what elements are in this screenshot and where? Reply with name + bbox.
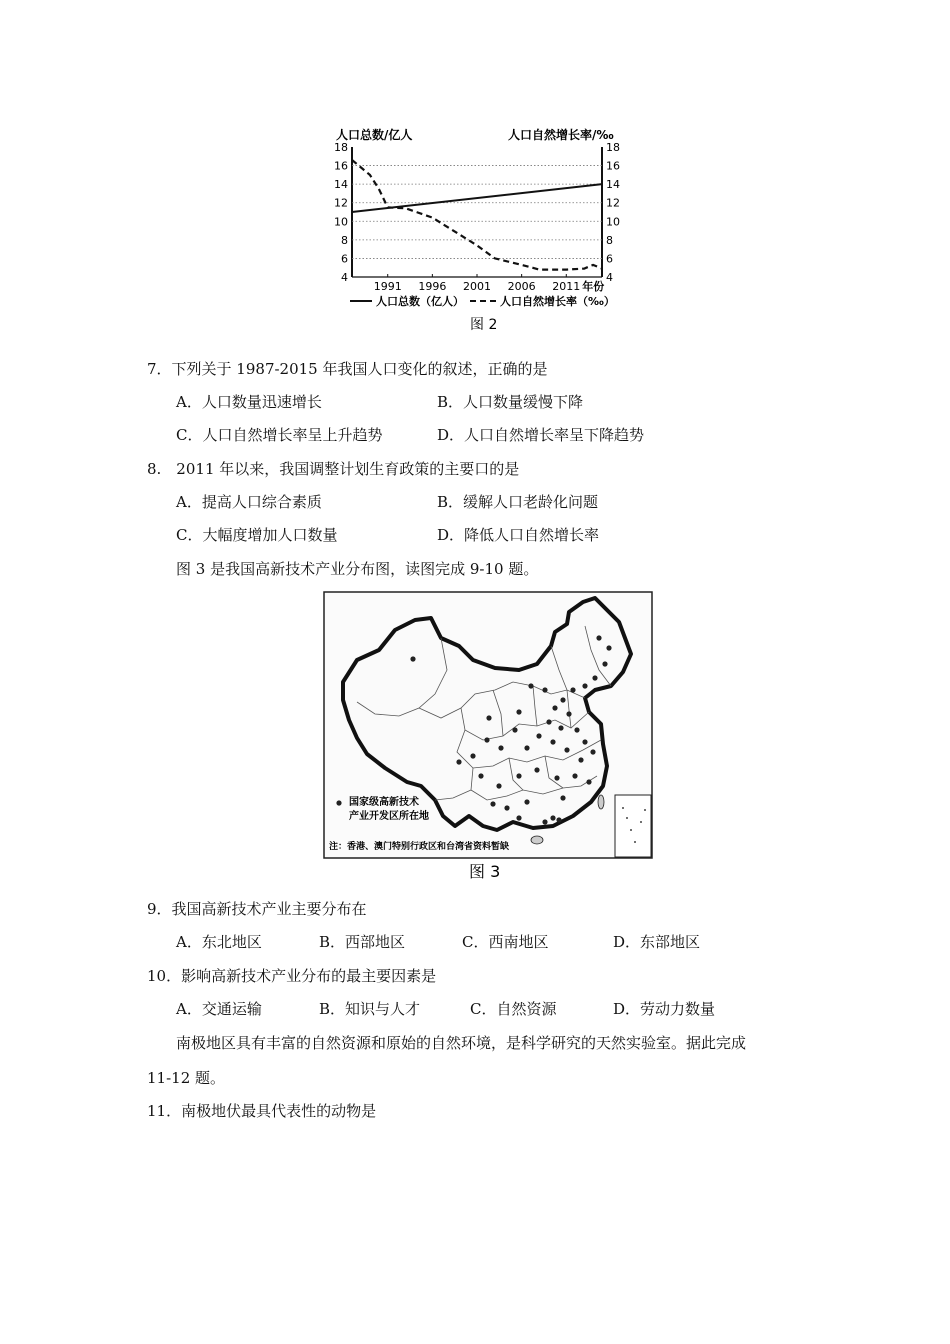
q7-option-c[interactable]: C．人口自然增长率呈上升趋势	[176, 426, 383, 444]
q10-option-c[interactable]: C．自然资源	[470, 1000, 557, 1018]
zone-dot	[536, 733, 541, 738]
zone-dot	[516, 815, 521, 820]
left-axis-label: 人口总数/亿人	[336, 128, 413, 142]
q9-option-b[interactable]: B．西部地区	[319, 933, 406, 951]
zone-dot	[486, 715, 491, 720]
zone-dot	[606, 645, 611, 650]
q7-option-d[interactable]: D．人口自然增长率呈下降趋势	[437, 426, 645, 444]
y-tick-label-right: 10	[606, 215, 620, 229]
y-tick-label-left: 12	[334, 196, 348, 210]
y-tick-label-left: 8	[341, 233, 348, 247]
zone-dot	[542, 687, 547, 692]
zone-dot	[572, 773, 577, 778]
legend-growth-rate: 人口自然增长率（‰）	[500, 295, 615, 308]
population-chart	[320, 125, 625, 335]
zone-dot	[602, 661, 607, 666]
zone-dot	[484, 737, 489, 742]
zone-dot	[558, 725, 563, 730]
zone-dot	[516, 773, 521, 778]
china-hightech-map	[323, 590, 655, 885]
y-tick-label-right: 18	[606, 141, 620, 154]
y-tick-label-left: 6	[341, 252, 348, 266]
q9-option-c[interactable]: C．西南地区	[462, 933, 549, 951]
zone-dot	[534, 767, 539, 772]
q8-option-d[interactable]: D．降低人口自然增长率	[437, 526, 600, 544]
zone-dot	[578, 757, 583, 762]
antarctic-intro-1: 南极地区具有丰富的自然资源和原始的自然环境，是科学研究的天然实验室。据此完成	[176, 1034, 747, 1052]
zone-dot	[582, 683, 587, 688]
y-tick-label-left: 4	[341, 271, 348, 284]
y-tick-label-right: 8	[606, 233, 613, 247]
legend-population: 人口总数（亿人）	[376, 295, 464, 308]
zone-dot	[516, 709, 521, 714]
zone-dot	[592, 675, 597, 680]
zone-dot	[496, 783, 501, 788]
legend-line-2: 产业开发区所在地	[349, 811, 429, 822]
zone-dot	[552, 705, 557, 710]
zone-dot	[498, 745, 503, 750]
y-tick-label-left: 14	[334, 178, 348, 192]
q7-option-b[interactable]: B．人口数量缓慢下降	[437, 393, 584, 411]
zone-dot	[524, 745, 529, 750]
zone-dot	[546, 719, 551, 724]
hainan-island	[531, 836, 543, 844]
zone-dot	[478, 773, 483, 778]
y-tick-label-right: 4	[606, 271, 613, 284]
antarctic-intro-2: 11-12 题。	[147, 1069, 226, 1087]
q10-option-a[interactable]: A．交通运输	[176, 1000, 262, 1018]
zone-dot	[524, 799, 529, 804]
fig3-intro: 图 3 是我国高新技术产业分布图，读图完成 9-10 题。	[176, 560, 539, 578]
q7-stem: 7．下列关于 1987-2015 年我国人口变化的叙述，正确的是	[147, 360, 548, 378]
x-tick-label: 1996	[418, 280, 447, 293]
zone-dot	[470, 753, 475, 758]
y-tick-label-left: 16	[334, 159, 348, 173]
q9-stem: 9．我国高新技术产业主要分布在	[147, 900, 367, 918]
zone-dot	[564, 747, 569, 752]
chart-caption: 图 2	[470, 317, 498, 333]
y-tick-label-right: 14	[606, 178, 620, 192]
y-tick-label-left: 18	[334, 141, 348, 154]
zone-dot	[490, 801, 495, 806]
zone-dot	[410, 656, 415, 661]
growth-rate-line	[352, 160, 602, 270]
x-tick-label: 2006	[507, 280, 536, 293]
x-tick-label: 2011	[552, 280, 581, 293]
zone-dot	[570, 687, 575, 692]
south-china-sea-inset	[615, 795, 651, 857]
q10-option-b[interactable]: B．知识与人才	[319, 1000, 421, 1018]
zone-dot	[550, 815, 555, 820]
zone-dot	[574, 727, 579, 732]
right-axis-label: 人口自然增长率/‰	[508, 128, 614, 142]
zone-dot	[456, 759, 461, 764]
q11-stem: 11．南极地伏最具代表性的动物是	[147, 1102, 377, 1120]
q8-option-b[interactable]: B．缓解人口老龄化问题	[437, 493, 599, 511]
y-tick-label-left: 10	[334, 215, 348, 229]
x-axis-label: 年份	[582, 280, 605, 293]
zone-dot	[554, 775, 559, 780]
q9-option-d[interactable]: D．东部地区	[613, 933, 701, 951]
legend-line-1: 国家级高新技术	[349, 797, 419, 808]
q10-option-d[interactable]: D．劳动力数量	[613, 1000, 716, 1018]
zone-dot	[504, 805, 509, 810]
y-tick-label-right: 12	[606, 196, 620, 210]
x-tick-label: 2001	[463, 280, 491, 293]
legend-dot	[336, 800, 341, 805]
zone-dot	[582, 739, 587, 744]
y-tick-label-right: 16	[606, 159, 620, 173]
zone-dot	[550, 739, 555, 744]
zone-dot	[512, 727, 517, 732]
zone-dot	[586, 779, 591, 784]
zone-dot	[566, 711, 571, 716]
x-tick-label: 1991	[373, 280, 402, 293]
q8-option-a[interactable]: A．提高人口综合素质	[176, 493, 322, 511]
y-tick-label-right: 6	[606, 252, 613, 266]
zone-dot	[560, 795, 565, 800]
q8-option-c[interactable]: C．大幅度增加人口数量	[176, 526, 338, 544]
map-note: 注：香港、澳门特别行政区和台湾省资料暂缺	[329, 842, 510, 852]
zone-dot	[528, 683, 533, 688]
q9-option-a[interactable]: A．东北地区	[176, 933, 262, 951]
zone-dot	[596, 635, 601, 640]
zone-dot	[556, 817, 561, 822]
zone-dot	[542, 819, 547, 824]
q8-stem: 8. 2011 年以来，我国调整计划生育政策的主要口的是	[147, 460, 520, 478]
map-caption: 图 3	[469, 862, 501, 881]
q7-option-a[interactable]: A．人口数量迅速增长	[176, 393, 322, 411]
zone-dot	[560, 697, 565, 702]
q10-stem: 10．影响高新技术产业分布的最主要因素是	[147, 967, 437, 985]
zone-dot	[590, 749, 595, 754]
taiwan-island	[598, 795, 604, 809]
